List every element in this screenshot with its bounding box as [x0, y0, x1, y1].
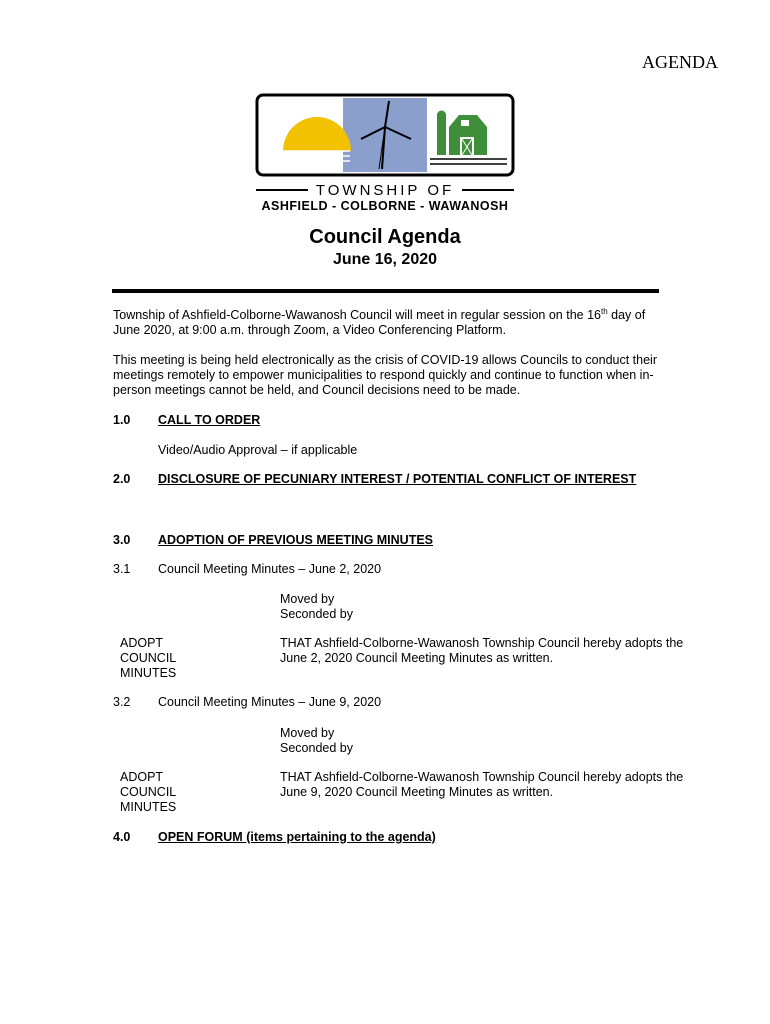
intro-paragraph-1: Township of Ashfield-Colborne-Wawanosh Council will meet in regular session on the 16th day of June 2020, at 9:00 a.m. through Zoom, a Video Conferencing Platform. [113, 306, 646, 337]
item-1-heading: CALL TO ORDER [158, 413, 261, 427]
item-3-1-side-label: ADOPT COUNCIL MINUTES [120, 636, 177, 680]
item-3-2-title: Council Meeting Minutes – June 9, 2020 [158, 695, 382, 709]
item-3-number: 3.0 [113, 533, 131, 547]
header-divider [112, 289, 659, 293]
item-3-1-title: Council Meeting Minutes – June 2, 2020 [158, 562, 382, 576]
item-4-heading: OPEN FORUM (items pertaining to the agenda) [158, 830, 436, 844]
item-3-2-resolution-line-1: THAT Ashfield-Colborne-Wawanosh Township Council hereby adopts the [280, 770, 684, 784]
logo-municipalities-text: ASHFIELD - COLBORNE - WAWANOSH [261, 199, 509, 213]
item-3-2-resolution-line-2: June 9, 2020 Council Meeting Minutes as written. [280, 785, 554, 799]
item-3-2-moved-by: Moved by [280, 726, 335, 740]
logo-township-text: TOWNSHIP OF [315, 181, 455, 199]
item-3-1-resolution-line-2: June 2, 2020 Council Meeting Minutes as written. [280, 651, 554, 665]
document-title: Council Agenda [309, 226, 461, 248]
logo-township-wordmark [256, 180, 514, 200]
item-3-2-number: 3.2 [113, 695, 131, 709]
item-2-number: 2.0 [113, 472, 131, 486]
item-1-number: 1.0 [113, 413, 131, 427]
agenda-label: AGENDA [642, 52, 718, 72]
item-3-1-number: 3.1 [113, 562, 131, 576]
item-3-1-moved-by: Moved by [280, 592, 335, 606]
item-3-1-seconded-by: Seconded by [280, 607, 353, 621]
item-3-heading: ADOPTION OF PREVIOUS MEETING MINUTES [158, 533, 434, 547]
document-date: June 16, 2020 [332, 251, 438, 268]
item-2-heading: DISCLOSURE OF PECUNIARY INTEREST / POTENTIAL CONFLICT OF INTEREST [158, 472, 637, 486]
item-3-1-resolution-line-1: THAT Ashfield-Colborne-Wawanosh Township Council hereby adopts the [280, 636, 684, 650]
item-3-2-seconded-by: Seconded by [280, 741, 353, 755]
item-1-note: Video/Audio Approval – if applicable [158, 443, 358, 457]
item-3-2-side-label: ADOPT COUNCIL MINUTES [120, 770, 177, 814]
township-logo [255, 93, 515, 177]
intro-paragraph-2: This meeting is being held electronically as the crisis of COVID-19 allows Councils to conduct their meetings remotely to empower municipalities to respond quickly and continue to function when in-person meetings cannot be held, and Council decisions need to be made. [113, 353, 657, 397]
item-4-number: 4.0 [113, 830, 131, 844]
